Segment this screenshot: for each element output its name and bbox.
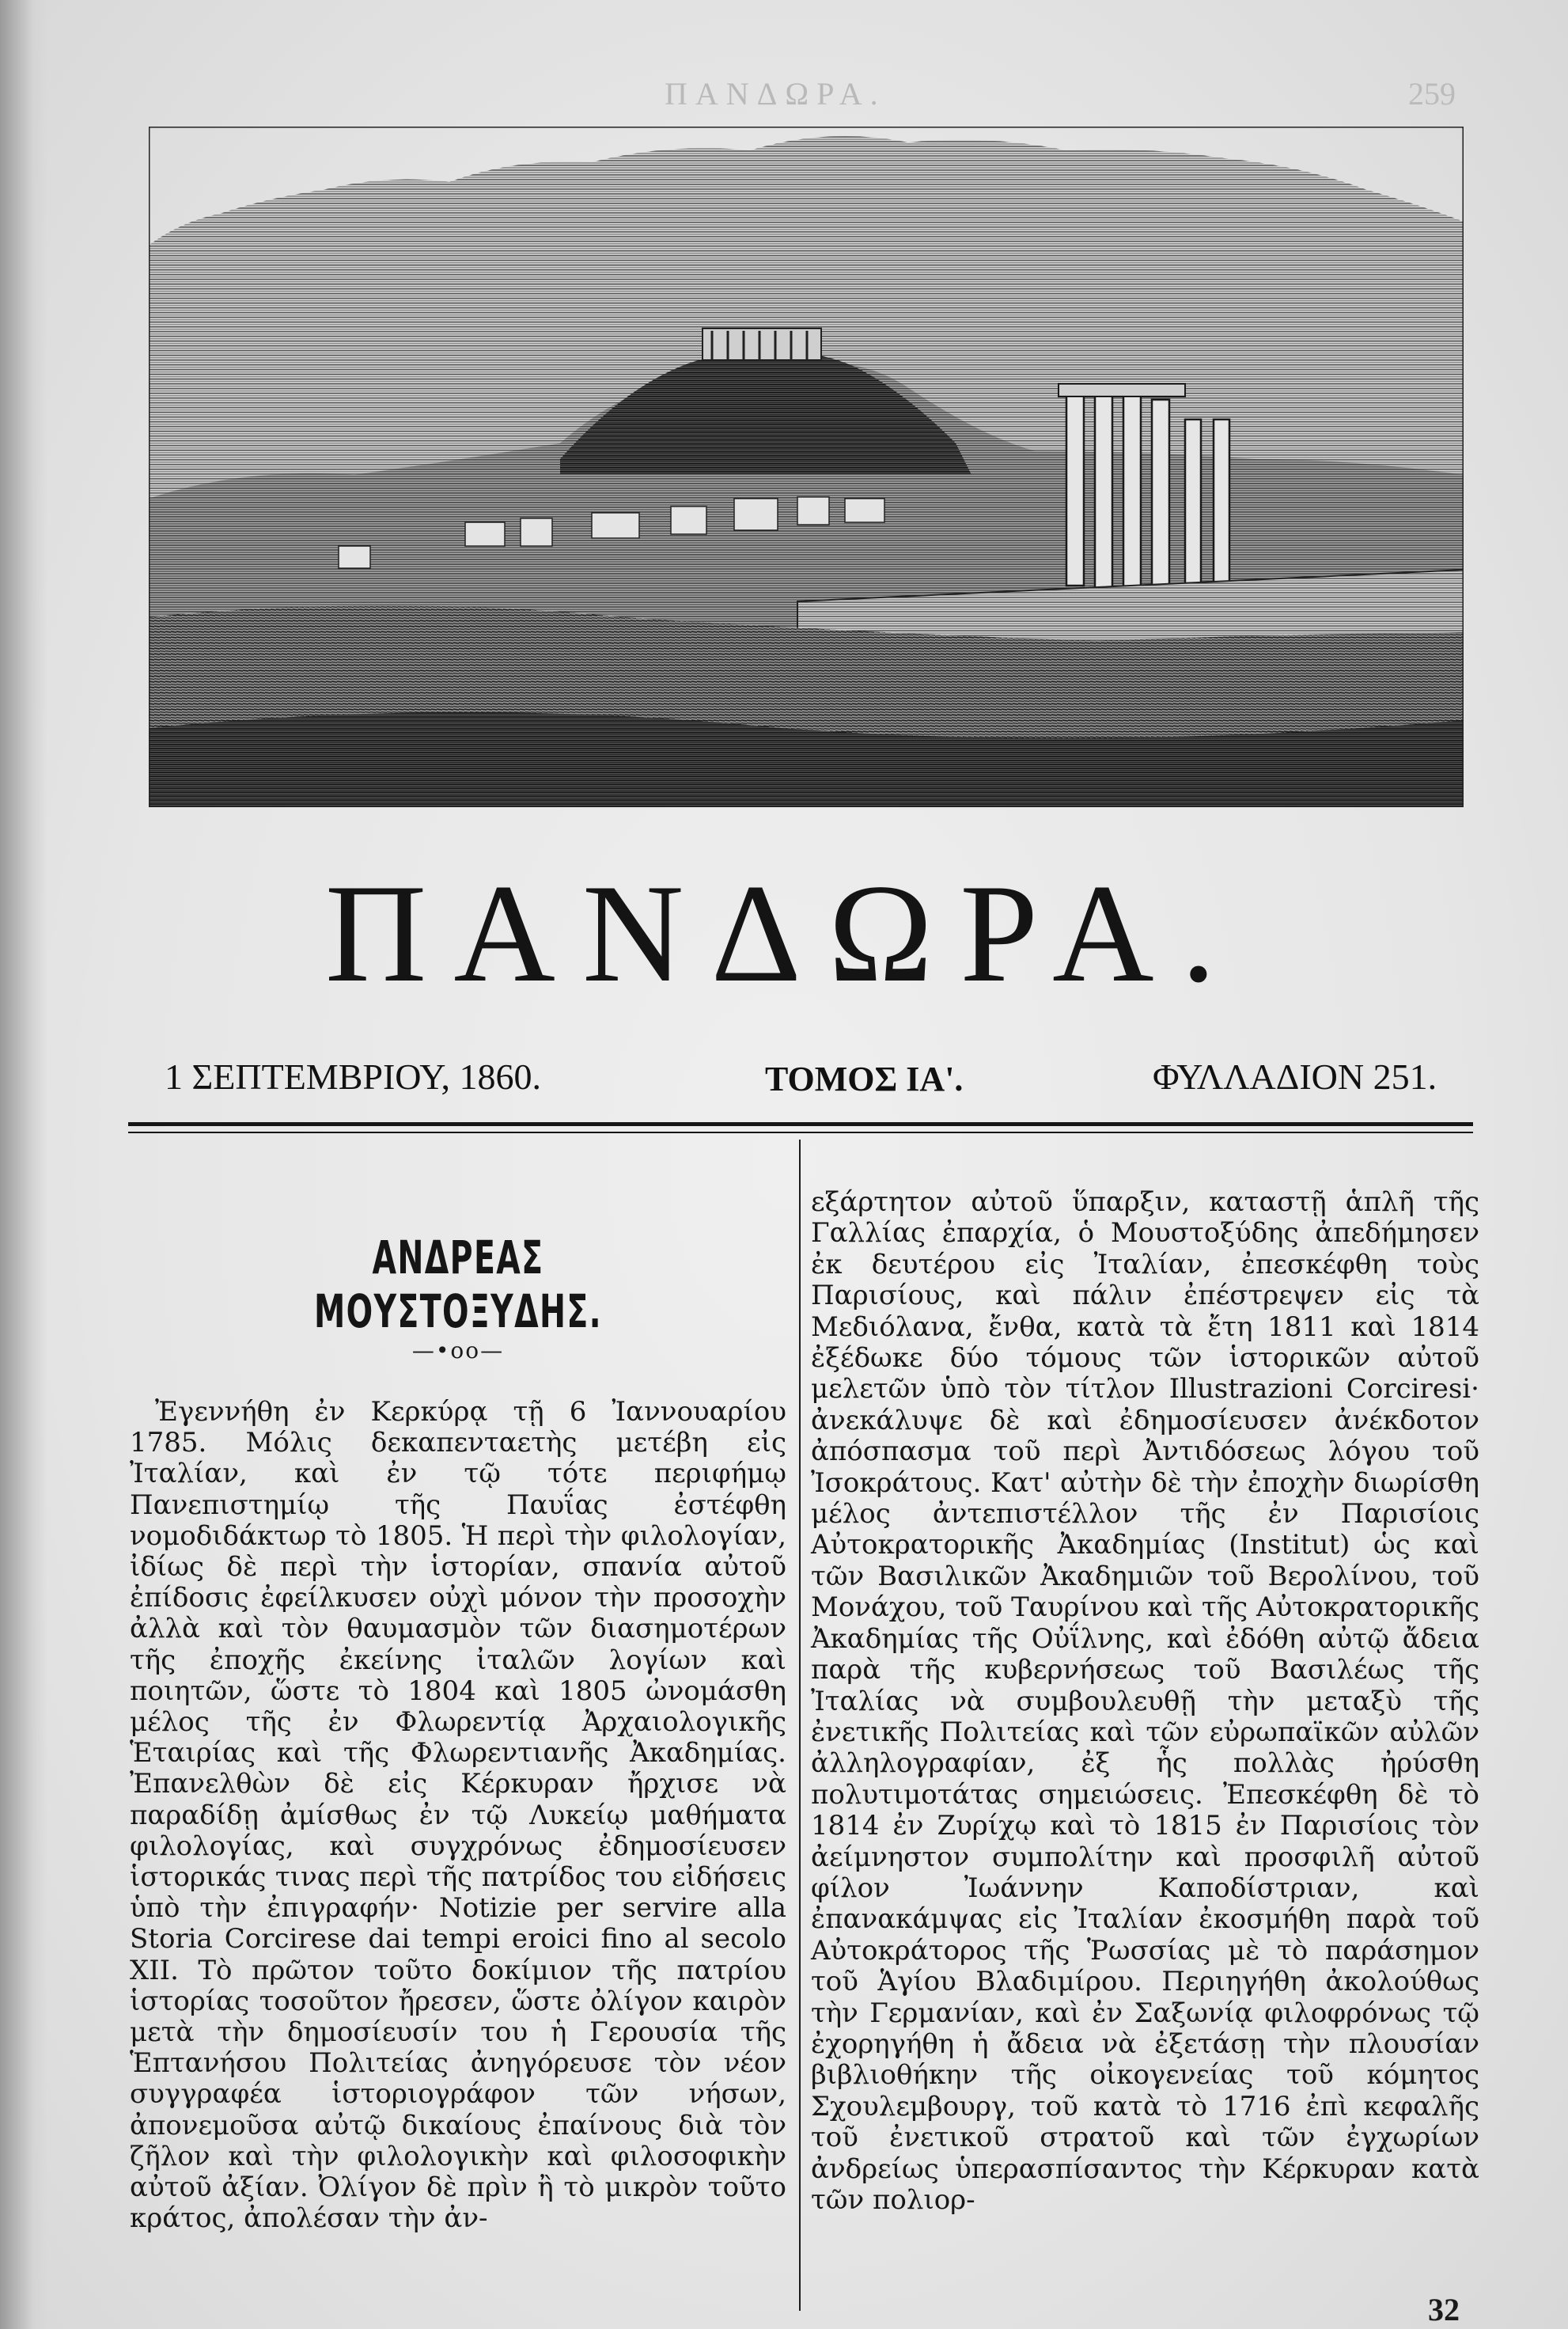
title-ornament: —•oo— [411, 1337, 505, 1364]
column-divider [799, 1140, 801, 2311]
page-number: 32 [1428, 2292, 1460, 2327]
header-rule-thin [128, 1132, 1473, 1133]
bleed-through-header: ΠΑΝΔΩΡΑ. [665, 76, 886, 112]
article-title: ΑΝΔΡΕΑΣ ΜΟΥΣΤΟΞΥΔΗΣ. [314, 1231, 602, 1338]
masthead-title: ΠΑΝΔΩΡΑ. [324, 855, 1244, 1011]
left-column [130, 1397, 786, 2234]
issue-line [128, 1051, 1473, 1098]
issue-number: ΦΥΛΛΑΔΙΟΝ 251. [1153, 1056, 1437, 1097]
header-rule-thick [128, 1122, 1473, 1126]
issue-volume: ΤΟΜΟΣ ΙΑ'. [765, 1060, 964, 1098]
issue-date: 1 ΣΕΠΤΕΜΒΡΙΟΥ, 1860. [165, 1056, 542, 1097]
binding-shadow [0, 0, 47, 2329]
acropolis-engraving [149, 127, 1464, 807]
bleed-through-page-number: 259 [1408, 76, 1456, 112]
left-column-text: Ἐγεννήθη ἐν Κερκύρᾳ τῇ 6 Ἰαννουαρίου 1785. Μόλις δεκαπενταετὴς μετέβη εἰς Ἰταλίαν, καὶ ἐν τῷ τότε περιφήμῳ Πανεπιστημίῳ τῆς Παυΐας ἐστέφθη νομοδιδάκτωρ τὸ 1805. Ἡ περὶ τὴν φιλολογίαν, ἰδίως δὲ περὶ τὴν ἱστορίαν, σπανία αὐτοῦ ἐπίδοσις ἐφείλκυσεν οὐχὶ μόνον τὴν προσοχὴν ἀλλὰ καὶ τὸν θαυμασμὸν τῶν διασημοτέρων τῆς ἐποχῆς ἐκείνης ἰταλῶν λογίων καὶ ποιητῶν, ὥστε τὸ 1804 καὶ 1805 ὠνομάσθη μέλος τῆς ἐν Φλωρεντίᾳ Ἀρχαιολογικῆς Ἑταιρίας καὶ τῆς Φλωρεντιανῆς Ἀκαδημίας. Ἐπανελθὼν δὲ εἰς Κέρκυραν ἤρχισε νὰ παραδίδῃ ἀμίσθως ἐν τῷ Λυκείῳ μαθήματα φιλολογίας, καὶ συγχρόνως ἐδημοσίευσεν ἱστορικάς τινας περὶ τῆς πατρίδος του εἰδήσεις ὑπὸ τὴν ἐπιγραφήν· Notizie per servire alla Storia Corcirese dai tempi eroici fino al secolo XII. Τὸ πρῶτον τοῦτο δοκίμιον τῆς πατρίου ἱστορίας τοσοῦτον ἤρεσεν, ὥστε ὀλίγον καιρὸν μετὰ τὴν δημοσίευσίν του ἡ Γερουσία τῆς Ἑπτανήσου Πολιτείας ἀνηγόρευσε τὸν νέον συγγραφέα ἱστοριογράφον τῶν νήσων, ἀπονεμοῦσα αὐτῷ δικαίους ἐπαίνους διὰ τὸν ζῆλον καὶ τὴν φιλολογικὴν καὶ φιλοσοφικὴν αὐτοῦ ἀξίαν. Ὀλίγον δὲ πρὶν ἢ τὸ μικρὸν τοῦτο κράτος, ἀπολέσαν τὴν ἀν- [130, 1396, 786, 2235]
right-column [811, 1187, 1479, 2216]
right-column-text: εξάρτητον αὐτοῦ ὕπαρξιν, καταστῇ ἁπλῆ τῆς Γαλλίας ἐπαρχία, ὁ Μουστοξύδης ἀπεδήμησεν ἐκ δευτέρου εἰς Ἰταλίαν, ἐπεσκέφθη τοὺς Παρισίους, καὶ πάλιν ἐπέστρεψεν εἰς τὰ Μεδιόλανα, ἔνθα, κατὰ τὰ ἔτη 1811 καὶ 1814 ἐξέδωκε δύο τόμους τῶν ἱστορικῶν αὐτοῦ μελετῶν ὑπὸ τὸν τίτλον Illustrazioni Corciresi· ἀνεκάλυψε δὲ καὶ ἐδημοσίευσεν ἀνέκδοτον ἀπόσπασμα τοῦ περὶ Ἀντιδόσεως λόγου τοῦ Ἰσοκράτους. Κατ' αὐτὴν δὲ τὴν ἐποχὴν διωρίσθη μέλος ἀντεπιστέλλον τῆς ἐν Παρισίοις Αὐτοκρατορικῆς Ἀκαδημίας (Institut) ὡς καὶ τῶν Βασιλικῶν Ἀκαδημιῶν τοῦ Βερολίνου, τοῦ Μονάχου, τοῦ Ταυρίνου καὶ τῆς Αὐτοκρατορικῆς Ἀκαδημίας τῆς Οὐΐλνης, καὶ ἐδόθη αὐτῷ ἄδεια παρὰ τῆς κυβερνήσεως τοῦ Βασιλέως τῆς Ἰταλίας νὰ συμβουλευθῇ τὴν μεταξὺ τῆς ἐνετικῆς Πολιτείας καὶ τῶν εὐρωπαϊκῶν αὐλῶν ἀλληλογραφίαν, ἐξ ἧς πολλὰς ἠρύσθη πολυτιμοτάτας σημειώσεις. Ἐπεσκέφθη δὲ τὸ 1814 ἐν Ζυρίχῳ καὶ τὸ 1815 ἐν Παρισίοις τὸν ἀείμνηστον συμπολίτην καὶ προσφιλῆ αὐτοῦ φίλον Ἰωάννην Καποδίστριαν, καὶ ἐπανακάμψας εἰς Ἰταλίαν ἐκοσμήθη παρὰ τοῦ Αὐτοκράτορος τῆς Ῥωσσίας μὲ τὸ παράσημον τοῦ Ἁγίου Βλαδιμίρου. Περιηγήθη ἀκολούθως τὴν Γερμανίαν, καὶ ἐν Σαξωνίᾳ φιλοφρόνως τῷ ἐχορηγήθη ἡ ἄδεια νὰ ἐξετάσῃ τὴν πλουσίαν βιβλιοθήκην τῆς οἰκογενείας τοῦ κόμητος Σχουλεμβουργ, τοῦ κατὰ τὸ 1716 ἐπὶ κεφαλῆς τοῦ ἐνετικοῦ στρατοῦ καὶ τῶν ἐγχωρίων ἀνδρείως ὑπερασπίσαντος τὴν Κέρκυραν κατὰ τῶν πολιορ- [811, 1186, 1479, 2216]
